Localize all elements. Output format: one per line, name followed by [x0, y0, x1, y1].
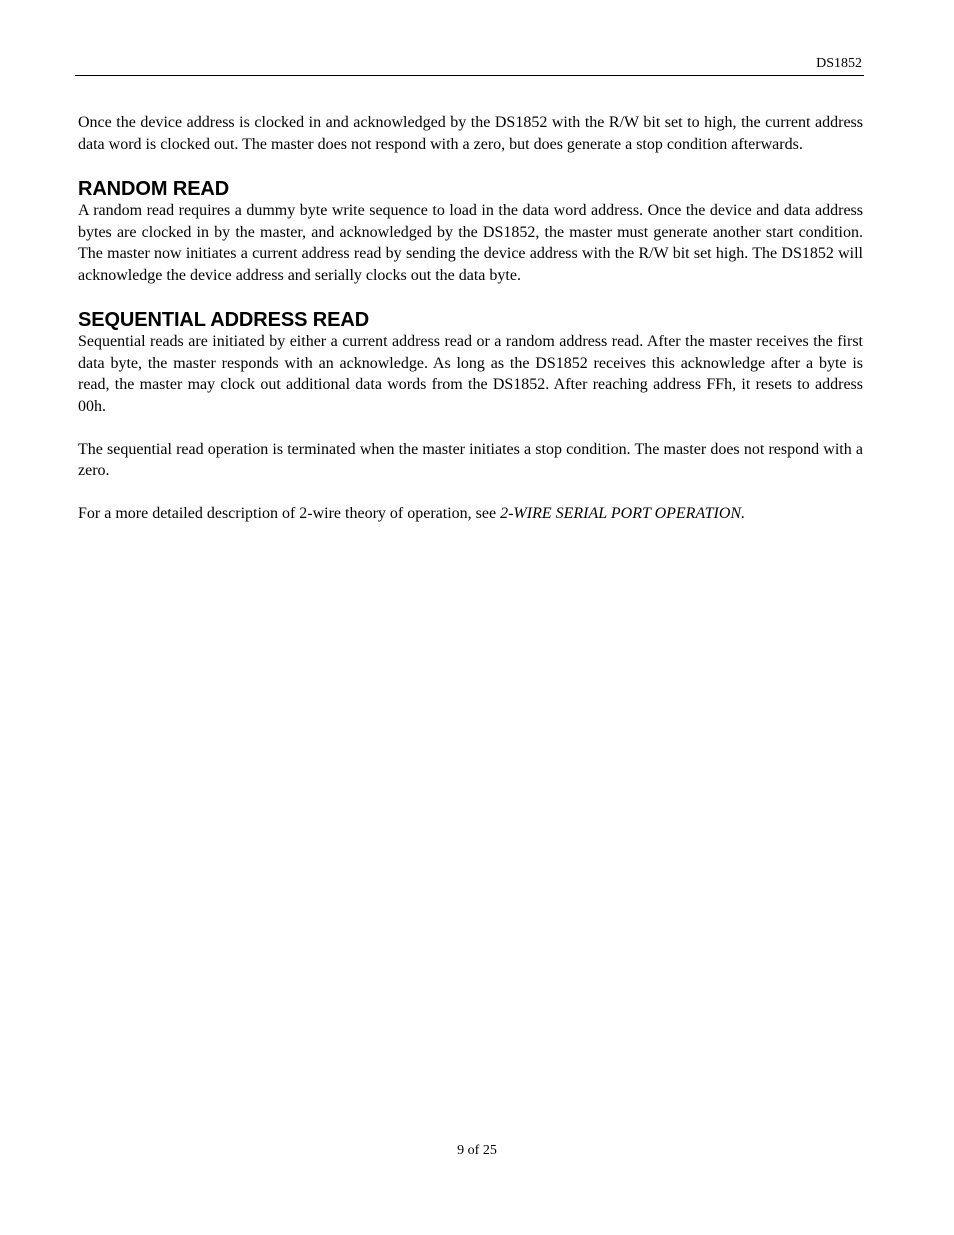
sequential-read-paragraph-1: Sequential reads are initiated by either a current address read or a random address read. After the master receives the first data byte, the master responds with an acknowledge. As long as the DS1852 receives this acknowledge after a byte is read, the master may clock out additional data words from the DS1852. After reaching address FFh, it resets to address 00h.	[78, 333, 863, 415]
header-part-number: DS1852	[816, 56, 862, 71]
theory-reference-paragraph	[78, 503, 863, 525]
page-number: 9 of 25	[457, 1143, 497, 1158]
random-read-paragraph: A random read requires a dummy byte write sequence to load in the data word address. Once the device and data address bytes are clocked in by the master, and acknowledged by the DS1852, the master must generate another start condition. The master now initiates a current address read by sending the device address with the R/W bit set high. The DS1852 will acknowledge the device address and serially clocks out the data byte.	[78, 202, 863, 284]
random-read-heading: RANDOM READ	[78, 178, 230, 200]
paragraph-spacer	[78, 482, 863, 504]
intro-paragraph: Once the device address is clocked in and acknowledged by the DS1852 with the R/W bit set to high, the current address data word is clocked out. The master does not respond with a zero, but does generate a stop condition afterwards.	[78, 114, 863, 153]
theory-reference-prefix: For a more detailed description of 2-wire theory of operation, see	[78, 505, 501, 522]
sequential-read-heading: SEQUENTIAL ADDRESS READ	[78, 309, 370, 331]
paragraph-spacer	[78, 417, 863, 439]
header-divider	[75, 75, 864, 76]
page-content	[78, 112, 863, 525]
theory-reference-link: 2-WIRE SERIAL PORT OPERATION.	[500, 505, 746, 522]
sequential-read-paragraph-2: The sequential read operation is terminated when the master initiates a stop condition. The master does not respond with a zero.	[78, 440, 863, 479]
